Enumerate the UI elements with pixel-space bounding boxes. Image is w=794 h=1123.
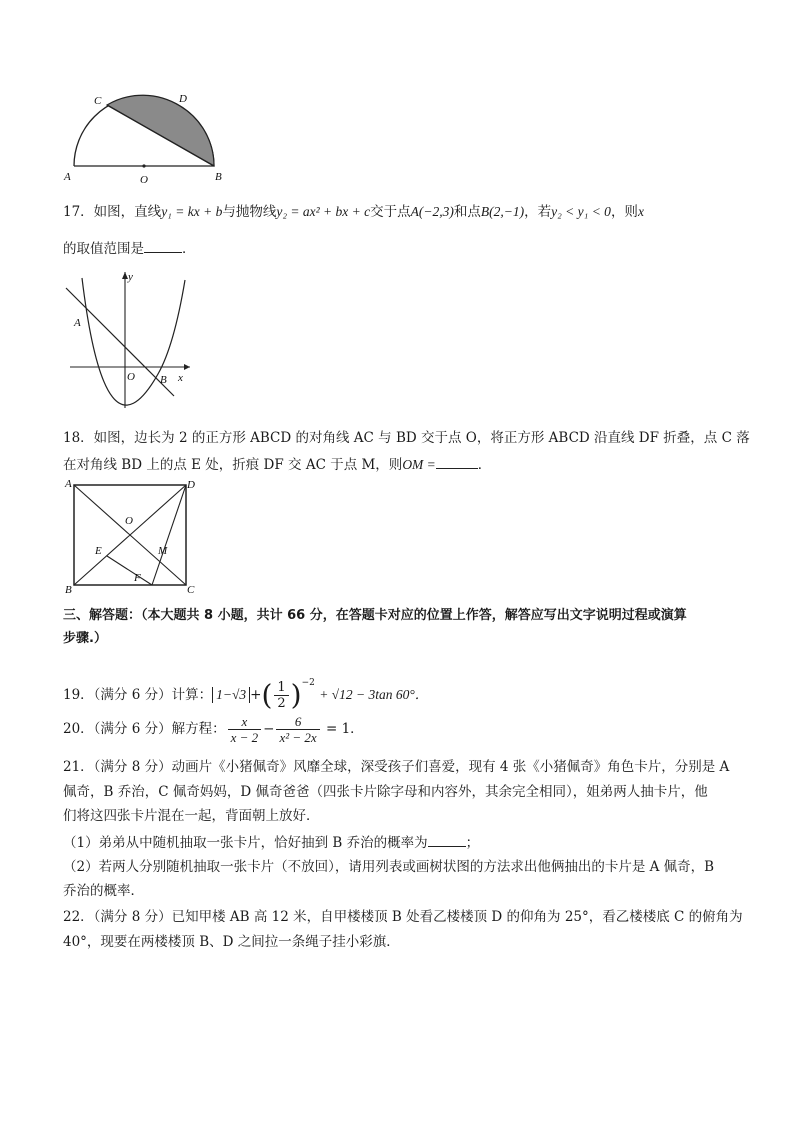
q21-sub2-line2: 乔治的概率． bbox=[63, 883, 144, 899]
q20: 20．（满分 6 分）解方程： $\frac{x}{x - 2}$ − $\frac{6}{\text{x² − 2x}}$ = 1． bbox=[63, 714, 364, 745]
answer-blank-17[interactable] bbox=[144, 238, 182, 253]
label-B: B bbox=[215, 171, 222, 183]
q22-line1: 22．（满分 8 分）已知甲楼 AB 高 12 米，自甲楼楼顶 B 处看乙楼楼顶 D 的仰角为 25°，看乙楼楼底 C 的俯角为 bbox=[63, 909, 743, 925]
answer-blank-21-1[interactable] bbox=[428, 832, 466, 847]
figure-semicircle bbox=[62, 88, 232, 188]
answer-blank-18[interactable] bbox=[436, 454, 478, 469]
label-E: E bbox=[95, 545, 102, 557]
section3-header-line2: 步骤.） bbox=[63, 631, 107, 646]
q21-line3: 们将这四张卡片混在一起，背面朝上放好． bbox=[63, 808, 320, 824]
label-D: D bbox=[187, 479, 195, 491]
label-y: y bbox=[128, 271, 133, 283]
label-A: A bbox=[65, 478, 72, 490]
label-A: A bbox=[64, 171, 71, 183]
label-O: O bbox=[140, 174, 148, 186]
q21-line2: 佩奇，B 乔治，C 佩奇妈妈，D 佩奇爸爸（四张卡片除字母和内容外，其余完全相同），姐弟两人抽卡片，他 bbox=[63, 784, 708, 800]
label-F: F bbox=[134, 572, 141, 584]
label-C: C bbox=[94, 95, 102, 107]
figure-square-fold bbox=[62, 476, 202, 596]
label-D: D bbox=[179, 93, 187, 105]
figure-parabola-line bbox=[62, 268, 192, 413]
q17-line1: 17．如图，直线y₁ = kx + b与抛物线y₂ = ax² + bx + c交于点A(−2,3)和点B(2,−1)，若y₂ < y₁ < 0，则x bbox=[63, 204, 644, 220]
section3-header-line1: 三、解答题：（本大题共 8 小题，共计 66 分，在答题卡对应的位置上作答，解答应写出文字说明过程或演算 bbox=[63, 608, 687, 623]
label-B: B bbox=[65, 584, 72, 596]
label-x: x bbox=[178, 372, 183, 384]
label-M: M bbox=[158, 545, 168, 557]
label-B: B bbox=[160, 374, 167, 386]
q19: 19．（满分 6 分）计算： 1−√3 +( $\frac{1}{2}$ )$^{-2}$ + √12 − 3tan 60°． bbox=[63, 678, 429, 712]
label-A: A bbox=[74, 317, 81, 329]
q21-sub2-line1: （2）若两人分别随机抽取一张卡片（不放回），请用列表或画树状图的方法求出他俩抽出的卡片是 A 佩奇，B bbox=[63, 859, 715, 875]
q21-line1: 21．（满分 8 分）动画片《小猪佩奇》风靡全球，深受孩子们喜爱，现有 4 张《小猪佩奇》角色卡片，分别是 A bbox=[63, 759, 730, 775]
q18-line2: 在对角线 BD 上的点 E 处，折痕 DF 交 AC 于点 M，则OM = ． bbox=[63, 454, 491, 475]
q18-line1: 18．如图，边长为 2 的正方形 ABCD 的对角线 AC 与 BD 交于点 O，将正方形 ABCD 沿直线 DF 折叠，点 C 落 bbox=[63, 430, 750, 446]
q21-sub1: （1）弟弟从中随机抽取一张卡片，恰好抽到 B 乔治的概率为 ； bbox=[63, 832, 479, 853]
q22-line2: 40°，现要在两楼楼顶 B、D 之间拉一条绳子挂小彩旗． bbox=[63, 934, 400, 950]
q17-line2: 的取值范围是 ． bbox=[63, 238, 196, 259]
label-O: O bbox=[125, 515, 133, 527]
label-O: O bbox=[127, 371, 135, 383]
label-C: C bbox=[187, 584, 195, 596]
